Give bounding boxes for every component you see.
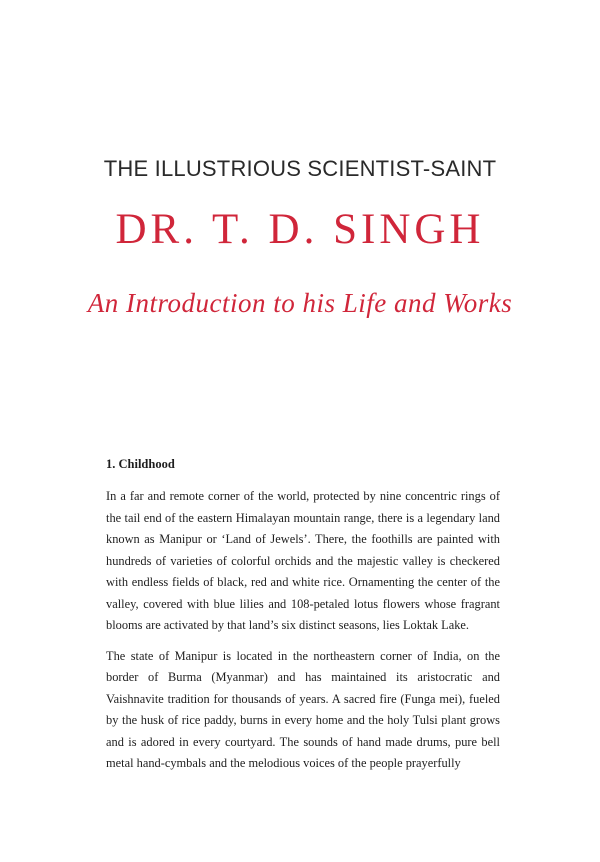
page-title: DR. T. D. SINGH (115, 206, 485, 253)
page-subtitle: An Introduction to his Life and Works (87, 288, 513, 318)
page-kicker: THE ILLUSTRIOUS SCIENTIST-SAINT (103, 156, 497, 181)
paragraph: In a far and remote corner of the world, protected by nine concentric rings of the tail end of the eastern Himalayan mountain range, there is a legendary land known as Manipur or ‘Land of Jewels’. There, the foothills are painted with hundreds of varieties of colorful orchids and the majestic valley is checkered with endless fields of black, red and white rice. Ornamenting the center of the valley, covered with blue lilies and 108-petaled lotus flowers whose fragrant blooms are activated by that land’s six distinct seasons, lies Loktak Lake. (106, 489, 500, 632)
chapter-body (106, 455, 500, 784)
paragraph: The state of Manipur is located in the northeastern corner of India, on the border of Burma (Myanmar) and has maintained its aristocratic and Vaishnavite tradition for thousands of years. A sacred fire (Funga mei), fueled by the husk of rice paddy, burns in every home and the holy Tulsi plant grows and is adored in every courtyard. The sounds of hand made drums, pure bell metal hand-cymbals and the melodious voices of the people prayerfully (106, 648, 500, 770)
section-heading: 1. Childhood (106, 457, 175, 471)
